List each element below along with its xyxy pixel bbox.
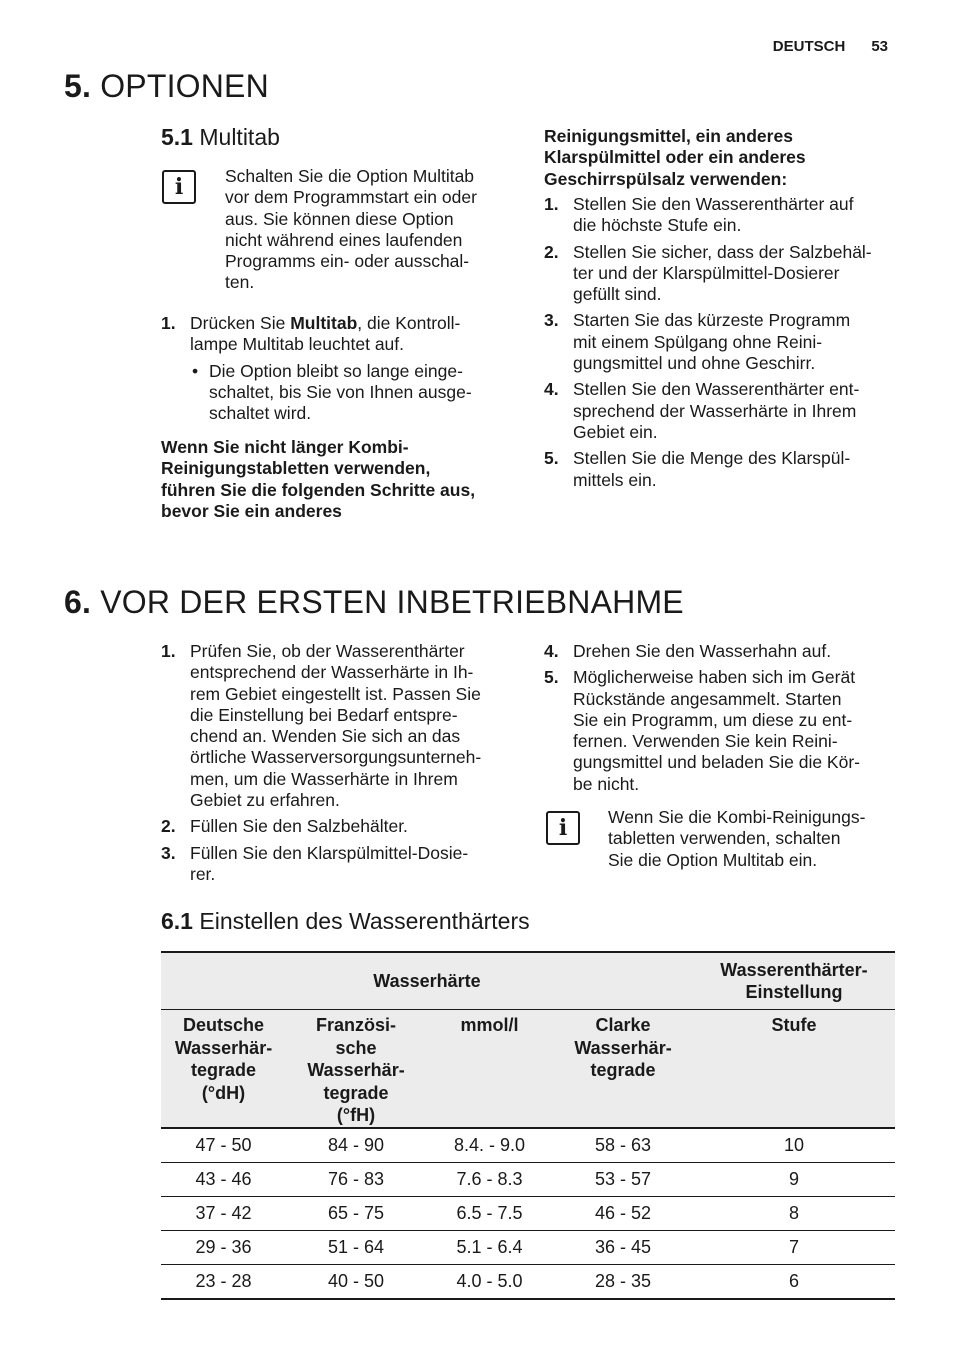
- table-cell: 36 - 45: [553, 1230, 693, 1264]
- step-line: gungsmittel und beladen Sie die Kör-: [573, 752, 860, 773]
- header-line: Wasserhär-: [574, 1037, 672, 1058]
- step-item: [161, 816, 517, 837]
- step-line: Füllen Sie den Salzbehälter.: [190, 816, 408, 837]
- step-line: Sie ein Programm, um diese zu ent-: [573, 709, 853, 730]
- step-line: örtliche Wasserversorgungsunterneh-: [190, 747, 482, 768]
- table-cell: 43 - 46: [161, 1162, 286, 1196]
- header-softener-setting: [693, 952, 895, 1010]
- header-line: tegrade: [190, 1060, 257, 1080]
- step-line: be nicht.: [573, 773, 640, 794]
- table-row: [161, 1264, 895, 1299]
- step-line: Starten Sie das kürzeste Programm: [573, 310, 851, 331]
- step-text: Drücken Sie: [190, 313, 291, 333]
- header-language: DEUTSCH: [772, 38, 846, 55]
- step-line: ter und der Klarspülmittel-Dosierer: [573, 262, 840, 283]
- table-cell: 53 - 57: [553, 1162, 693, 1196]
- subsection-5-1-title: [161, 124, 280, 151]
- subsection-6-1-number: 6.1: [161, 908, 193, 934]
- table-cell: 4.0 - 5.0: [426, 1264, 553, 1299]
- table-cell: 29 - 36: [161, 1230, 286, 1264]
- header-line: Einstellung: [745, 982, 843, 1002]
- step-line: mittels ein.: [573, 469, 657, 490]
- step-line: gungsmittel und ohne Geschirr.: [573, 353, 816, 374]
- heading-line: Reinigungsmittel, ein anderes: [544, 126, 793, 146]
- header-line: Wasserenthärter-: [720, 959, 868, 980]
- header-line: Wasserhär-: [174, 1037, 273, 1058]
- section-5-title: [64, 68, 269, 105]
- header-line: Clarke: [595, 1015, 651, 1035]
- table-row: [161, 1196, 895, 1230]
- step-line: entsprechend der Wasserhärte in Ih-: [190, 662, 474, 683]
- step-line: die Einstellung bei Bedarf entspre-: [190, 704, 458, 725]
- info-icon: i: [546, 811, 580, 845]
- header-line: mmol/l: [460, 1015, 519, 1035]
- info-line: nicht während eines laufenden: [225, 229, 463, 250]
- section-5-heading: OPTIONEN: [100, 68, 269, 104]
- info-line: tabletten verwenden, schalten: [608, 828, 841, 849]
- table-cell: 65 - 75: [286, 1196, 426, 1230]
- step-item: [544, 310, 896, 374]
- multitab-step-1: [161, 313, 511, 424]
- step-line: fernen. Verwenden Sie kein Reini-: [573, 731, 838, 752]
- multitab-keyword: Multitab: [290, 313, 358, 333]
- step-line: gefüllt sind.: [573, 284, 662, 305]
- table-cell: 28 - 35: [553, 1264, 693, 1299]
- step-line: Drehen Sie den Wasserhahn auf.: [573, 641, 832, 661]
- page-number: 53: [871, 38, 888, 55]
- table-cell: 46 - 52: [553, 1196, 693, 1230]
- header-line: Stufe: [771, 1015, 817, 1035]
- step-line: Füllen Sie den Klarspülmittel-Dosie-: [190, 842, 469, 863]
- step-line: Stellen Sie sicher, dass der Salzbehäl-: [573, 241, 872, 262]
- heading-line: Geschirrspülsalz verwenden:: [544, 168, 788, 189]
- step-line: rem Gebiet eingestellt ist. Passen Sie: [190, 683, 481, 704]
- info-line: Schalten Sie die Option Multitab: [225, 166, 475, 186]
- header-line: Französi-: [315, 1015, 396, 1035]
- column-header-clarke: [553, 1010, 693, 1128]
- step-item: [544, 641, 896, 662]
- section-6-title: [64, 584, 684, 621]
- table-cell: 7: [693, 1230, 895, 1264]
- header-line: Wasserhär-: [307, 1060, 405, 1080]
- column-header-fh: [286, 1010, 426, 1128]
- table-cell: 40 - 50: [286, 1264, 426, 1299]
- step-number: 1.: [161, 641, 176, 661]
- step-item: [544, 667, 896, 795]
- subsection-6-1-title: [161, 908, 530, 935]
- subsection-5-1-heading: Multitab: [199, 124, 280, 150]
- step-number: 1.: [161, 313, 176, 333]
- warning-line: Reinigungstabletten verwenden,: [161, 458, 431, 479]
- table-header-row: [161, 952, 895, 1010]
- header-line: tegrade: [323, 1082, 389, 1103]
- step-line: Möglicherweise haben sich im Gerät: [573, 667, 856, 688]
- table-subheader-row: [161, 1010, 895, 1128]
- step-number: 2.: [544, 241, 559, 262]
- step-line: mit einem Spülgang ohne Reini-: [573, 331, 823, 352]
- step-line: lampe Multitab leuchtet auf.: [190, 334, 405, 355]
- step-line: [190, 313, 511, 334]
- step-line: men, um die Wasserhärte in Ihrem: [190, 768, 458, 789]
- section-6-right-steps: [544, 641, 896, 800]
- step-line: Gebiet zu erfahren.: [190, 790, 340, 811]
- table-row: [161, 1230, 895, 1264]
- column-header-level: [693, 1010, 895, 1128]
- header-line: Deutsche: [182, 1015, 265, 1035]
- info-line: ten.: [225, 272, 255, 293]
- table-row: [161, 1162, 895, 1196]
- step-number: 4.: [544, 641, 559, 661]
- table-row: [161, 1128, 895, 1163]
- bullet-line: schaltet, bis Sie von Ihnen ausge-: [209, 381, 472, 402]
- warning-line: Wenn Sie nicht länger Kombi-: [161, 437, 409, 457]
- table-cell: 5.1 - 6.4: [426, 1230, 553, 1264]
- step-line: rer.: [190, 863, 216, 884]
- header-line: tegrade: [590, 1060, 656, 1080]
- step-line: sprechend der Wasserhärte in Ihrem: [573, 400, 857, 421]
- column-header-dh: [161, 1010, 286, 1128]
- page-header: [773, 38, 888, 55]
- info-line: aus. Sie können diese Option: [225, 208, 454, 229]
- warning-line: führen Sie die folgenden Schritte aus,: [161, 479, 476, 500]
- table-cell: 84 - 90: [286, 1128, 426, 1163]
- table-cell: 8: [693, 1196, 895, 1230]
- info-note-multitab: [225, 166, 515, 294]
- info-line: vor dem Programmstart ein oder: [225, 187, 477, 208]
- step-line: chend an. Wenden Sie sich an das: [190, 726, 461, 747]
- step-line: die höchste Stufe ein.: [573, 215, 742, 236]
- step-line: Rückstände angesammelt. Starten: [573, 688, 842, 709]
- step-item: [544, 379, 896, 443]
- step-item: [161, 843, 517, 886]
- section-6-number: 6.: [64, 584, 92, 620]
- step-number: 2.: [161, 816, 176, 837]
- step-item: [161, 641, 517, 811]
- section-5-number: 5.: [64, 68, 92, 104]
- step-item: [544, 194, 896, 237]
- info-line: Sie die Option Multitab ein.: [608, 849, 818, 870]
- warning-text: [161, 437, 511, 522]
- step-item: [544, 448, 896, 491]
- section-6-left-steps: [161, 641, 517, 890]
- table-cell: 47 - 50: [161, 1128, 286, 1163]
- step-line: Stellen Sie den Wasserenthärter auf: [573, 194, 854, 214]
- table-cell: 8.4. - 9.0: [426, 1128, 553, 1163]
- table-cell: 6: [693, 1264, 895, 1299]
- right-column-heading: [544, 126, 894, 190]
- step-line: Prüfen Sie, ob der Wasserenthärter: [190, 641, 465, 661]
- column-header-mmol: [426, 1010, 553, 1128]
- step-text: , die Kontroll-: [357, 313, 461, 333]
- step-number: 4.: [544, 379, 559, 400]
- section-6-heading: VOR DER ERSTEN INBETRIEBNAHME: [100, 584, 684, 620]
- table-cell: 37 - 42: [161, 1196, 286, 1230]
- bullet-item: [190, 361, 511, 425]
- table-cell: 7.6 - 8.3: [426, 1162, 553, 1196]
- table-cell: 6.5 - 7.5: [426, 1196, 553, 1230]
- table-cell: 10: [693, 1128, 895, 1163]
- step-number: 1.: [544, 194, 559, 214]
- step-number: 5.: [544, 667, 559, 688]
- warning-line: bevor Sie ein anderes: [161, 500, 342, 521]
- info-note-kombi: [608, 807, 898, 871]
- subsection-5-1-number: 5.1: [161, 124, 193, 150]
- header-line: (°dH): [201, 1082, 246, 1103]
- heading-line: Klarspülmittel oder ein anderes: [544, 147, 806, 168]
- right-step-list: [544, 194, 896, 496]
- step-number: 3.: [544, 310, 559, 331]
- header-line: sche: [335, 1037, 377, 1058]
- info-line: Programms ein- oder ausschal-: [225, 251, 470, 272]
- table-cell: 76 - 83: [286, 1162, 426, 1196]
- table-cell: 23 - 28: [161, 1264, 286, 1299]
- info-line: Wenn Sie die Kombi-Reinigungs-: [608, 807, 866, 827]
- bullet-line: • Die Option bleibt so lange einge-: [209, 360, 463, 381]
- step-number: 3.: [161, 842, 176, 863]
- table-cell: 9: [693, 1162, 895, 1196]
- table-cell: 58 - 63: [553, 1128, 693, 1163]
- table-cell: 51 - 64: [286, 1230, 426, 1264]
- step-item: [544, 242, 896, 306]
- step-number: 5.: [544, 448, 559, 469]
- step-line: Stellen Sie die Menge des Klarspül-: [573, 448, 851, 469]
- step-line: Gebiet ein.: [573, 421, 658, 442]
- step-item: [161, 313, 511, 356]
- subsection-6-1-heading: Einstellen des Wasserenthärters: [199, 908, 530, 934]
- step-line: Stellen Sie den Wasserenthärter ent-: [573, 379, 860, 400]
- info-icon: i: [162, 170, 196, 204]
- header-line: (°fH): [336, 1105, 376, 1125]
- bullet-line: schaltet wird.: [209, 403, 312, 424]
- water-hardness-table: [161, 951, 895, 1300]
- step-list: [161, 313, 511, 356]
- group-header-water-hardness: Wasserhärte: [161, 952, 693, 1010]
